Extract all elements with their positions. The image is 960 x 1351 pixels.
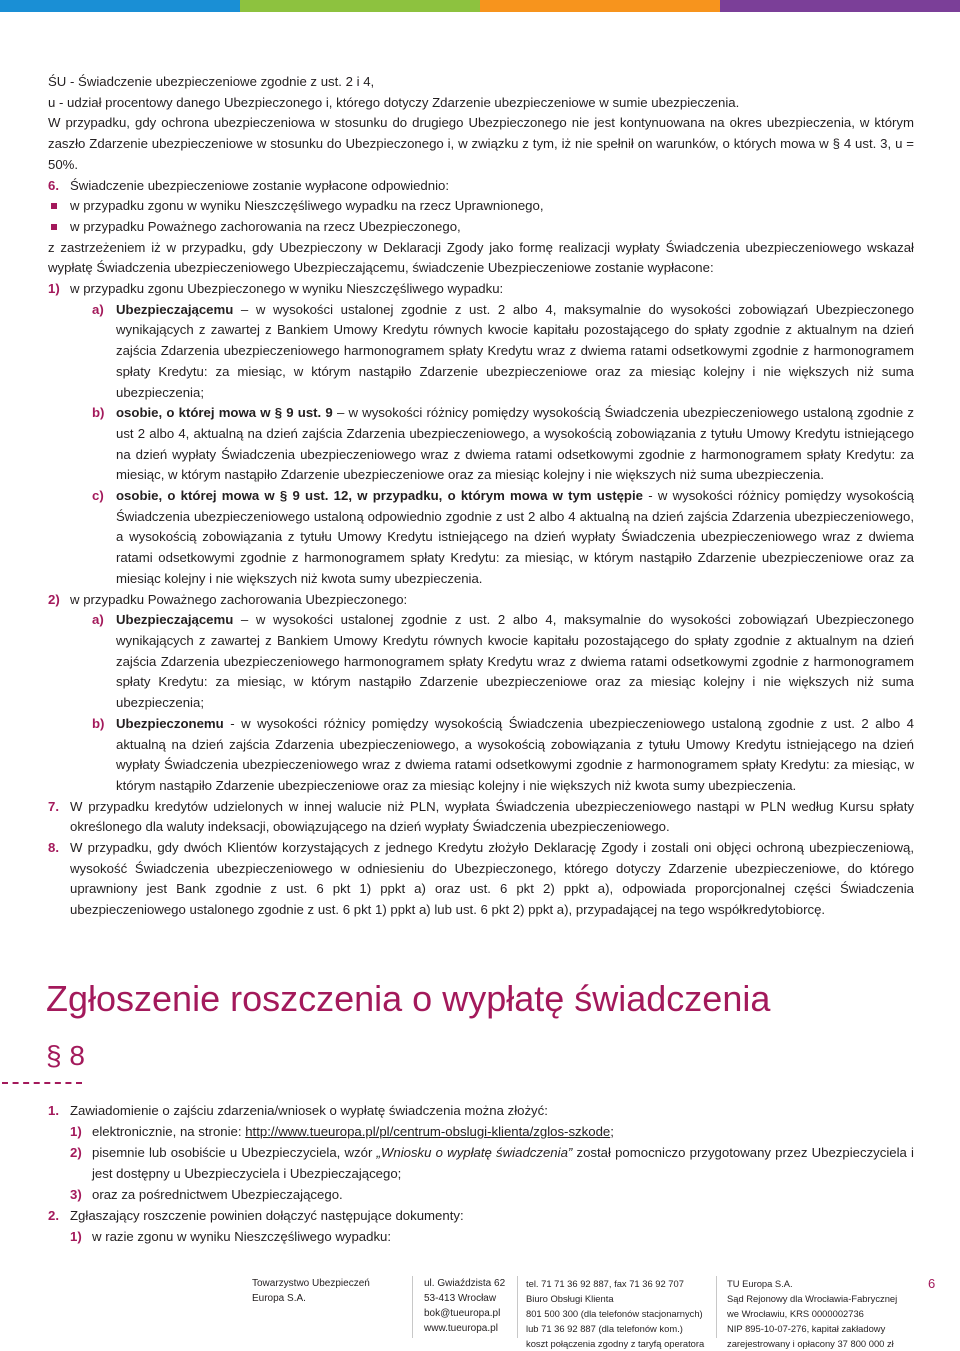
section-title: Zgłoszenie roszczenia o wypłatę świadczenia — [46, 978, 771, 1019]
footer-separator — [412, 1276, 413, 1338]
item-6-1-b: b) osobie, o której mowa w § 9 ust. 9 – w wysokości różnicy pomiędzy wysokością Świadczenia ubezpieczeniowego ustaloną zgodnie z ust 2 albo 4, aktualną na dzień zajścia Zdarzenia ubezpieczeniowego, a wysokością zobowiązania z tytułu Umowy Kredytu istniejącego na dzień wypłaty Świadczenia ubezpieczeniowego wraz z dwiema ratami odsetkowymi zgodnie z harmonogramem spłaty Kredytu: za miesiąc, w którym nastąpiło Zdarzenie ubezpieczeniowe oraz za miesiąc kolejny i nie większych niż suma ubezpieczenia. — [92, 405, 914, 483]
item-6-condition: z zastrzeżeniem iż w przypadku, gdy Ubezpieczony w Deklaracji Zgody jako formę realizacji wypłaty Świadczenia ubezpieczeniowego wskazał wypłatę Świadczenia ubezpieczeniowego Ubezpieczającemu, świadczenie Ubezpieczeniowe zostanie wypłacone: — [48, 239, 914, 276]
footer-company: Towarzystwo Ubezpieczeń Europa S.A. — [252, 1278, 370, 1304]
item-7: 7. W przypadku kredytów udzielonych w innej walucie niż PLN, wypłata Świadczenia ubezpieczeniowego nastąpi w PLN według Kursu spłaty określonego dla waluty indeksacji, obowiązującego na dzień wypłaty Świadczenia ubezpieczeniowego. — [48, 798, 914, 835]
color-bar-purple — [720, 0, 960, 12]
footer-address: ul. Gwiaździsta 62 53-413 Wrocław bok@tueuropa.pl www.tueuropa.pl — [424, 1278, 506, 1334]
claims-item-1-2: 2) pisemnie lub osobiście u Ubezpieczyciela, wzór „Wniosku o wypłatę świadczenia” został pomocniczo przygotowany przez Ubezpieczyciela i jest dostępny u Ubezpieczyciela i Ubezpieczającego; — [70, 1145, 914, 1181]
item-8: 8. W przypadku, gdy dwóch Klientów korzystających z jednego Kredytu złożyło Deklarację Zgody i zostali oni objęci ochroną ubezpieczeniową, wysokość Świadczenia ubezpieczeniowego w odniesieniu do Ubezpieczonego, którego dotyczy Zdarzenie ubezpieczeniowe, do którego uprawniony jest Bank zgodnie z ust. 6 pkt 1) ppkt a) oraz ust. 6 pkt 2) ppkt a), odpowiada proporcjonalnej części Świadczenia ubezpieczeniowego ustalonego zgodnie z ust. 6 pkt 1) ppkt a) lub ust. 6 pkt 2) ppkt a), przypadającej na tego współkredytobiorcę. — [48, 840, 914, 918]
claims-item-1-3: 3) oraz za pośrednictwem Ubezpieczającego. — [70, 1187, 343, 1202]
item-6-1-a: a) Ubezpieczającemu – w wysokości ustalonej zgodnie z ust. 2 albo 4, maksymalnie do wysokości zobowiązań Ubezpieczonego wynikających z zawartej z Bankiem Umowy Kredytu równych kwocie kapitału pozostającego do spłaty zgodnie z aktualnym na dzień zajścia Zdarzenia ubezpieczeniowego harmonogramem spłaty Kredytu wraz z dwiema ratami odsetkowymi zgodnie z harmonogramem spłaty Kredytu: za miesiąc, w którym nastąpiło Zdarzenie ubezpieczeniowe oraz za miesiąc kolejny i nie większych niż suma ubezpieczenia; — [92, 301, 914, 400]
paragraph-sign: § 8 — [46, 1040, 85, 1071]
page-number: 6 — [928, 1276, 936, 1291]
color-bar — [0, 0, 960, 12]
dashed-divider — [2, 1082, 82, 1084]
footer-contact: tel. 71 71 36 92 887, fax 71 36 92 707 Biuro Obsługi Klienta 801 500 300 (dla telefonów stacjonarnych) lub 71 36 92 887 (dla telefonów kom.) koszt połączenia zgodny z taryfą operatora — [526, 1278, 705, 1349]
bullet-item: w przypadku Poważnego zachorowania na rzecz Ubezpieczonego, — [48, 217, 914, 238]
item-6-1: 1) w przypadku zgonu Ubezpieczonego w wyniku Nieszczęśliwego wypadku: — [48, 281, 504, 297]
claims-item-1-1: 1) elektronicznie, na stronie: http://www.tueuropa.pl/pl/centrum-obslugi-klienta/zglos-szkode; — [70, 1124, 614, 1139]
item-6-2-b: b) Ubezpieczonemu - w wysokości różnicy pomiędzy wysokością Świadczenia ubezpieczeniowego ustaloną zgodnie z ust. 2 albo 4 aktualną na dzień zajścia Zdarzenia ubezpieczeniowego, a wysokością zobowiązania z tytułu Umowy Kredytu istniejącego na dzień wypłaty Świadczenia ubezpieczeniowego wraz z dwiema ratami odsetkowymi zgodnie z harmonogramem spłaty Kredytu: za miesiąc, w którym nastąpiło Zdarzenie ubezpieczeniowe oraz za miesiąc kolejny i nie większych niż kwota sumy ubezpieczenia. — [92, 715, 914, 793]
claims-item-2-1: 1) w razie zgonu w wyniku Nieszczęśliwego wypadku: — [70, 1229, 392, 1244]
main-text — [48, 72, 914, 921]
footer-separator — [517, 1276, 518, 1338]
footer-separator — [716, 1276, 717, 1338]
claims-item-2: 2. Zgłaszający roszczenie powinien dołączyć następujące dokumenty: — [48, 1208, 464, 1223]
item-6-2: 2) w przypadku Poważnego zachorowania Ubezpieczonego: — [48, 591, 408, 607]
claims-item-1: 1. Zawiadomienie o zajściu zdarzenia/wniosek o wypłatę świadczenia można złożyć: — [48, 1103, 548, 1118]
footer-registry: TU Europa S.A. Sąd Rejonowy dla Wrocławia-Fabrycznej we Wrocławiu, KRS 0000002736 NIP 895-10-07-276, kapitał zakładowy zarejestrowany i opłacony 37 800 000 zł — [727, 1278, 898, 1349]
claims-link[interactable]: http://www.tueuropa.pl/pl/centrum-obslugi-klienta/zglos-szkode — [245, 1124, 611, 1139]
item-6: 6. Świadczenie ubezpieczeniowe zostanie wypłacone odpowiednio: — [48, 177, 450, 193]
item-6-2-a: a) Ubezpieczającemu – w wysokości ustalonej zgodnie z ust. 2 albo 4, maksymalnie do wysokości zobowiązań Ubezpieczonego wynikających z zawartej z Bankiem Umowy Kredytu równych kwocie kapitału pozostającego do spłaty zgodnie z aktualnym na dzień zajścia Zdarzenia ubezpieczeniowego harmonogramem spłaty Kredytu wraz z dwiema ratami odsetkowymi zgodnie z harmonogramem spłaty Kredytu: za miesiąc, w którym nastąpiło Zdarzenie ubezpieczeniowe oraz za miesiąc kolejny i nie większych niż suma ubezpieczenia; — [92, 612, 914, 711]
formula-def-su: ŚU - Świadczenie ubezpieczeniowe zgodnie z ust. 2 i 4, — [48, 74, 375, 89]
claims-text — [48, 1100, 914, 1247]
paragraph-continuation: W przypadku, gdy ochrona ubezpieczeniowa w stosunku do drugiego Ubezpieczonego nie jest kontynuowana na okres ubezpieczenia, w którym zaszło Zdarzenie ubezpieczeniowe w stosunku do Ubezpieczonego i, w związku z tym, iż nie spełnił on warunków, o których mowa w § 4 ust. 3, u = 50%. — [48, 115, 914, 172]
bullet-item: w przypadku zgonu w wyniku Nieszczęśliwego wypadku na rzecz Uprawnionego, — [48, 196, 914, 217]
color-bar-green — [240, 0, 480, 12]
color-bar-blue — [0, 0, 240, 12]
item-6-1-c: c) osobie, o której mowa w § 9 ust. 12, w przypadku, o którym mowa w tym ustępie - w wysokości różnicy pomiędzy wysokością Świadczenia ubezpieczeniowego ustaloną odpowiednio zgodnie z ust 2 albo 4 aktualną na dzień zajścia Zdarzenia ubezpieczeniowego, a wysokością zobowiązania z tytułu Umowy Kredytu istniejącego na dzień wypłaty Świadczenia ubezpieczeniowego wraz z dwiema ratami odsetkowymi zgodnie z harmonogramem spłaty Kredytu: za miesiąc, w którym nastąpiło Zdarzenie ubezpieczeniowe oraz za miesiąc kolejny i nie większych niż kwota sumy ubezpieczenia. — [92, 488, 914, 586]
formula-def-u: u - udział procentowy danego Ubezpieczonego i, którego dotyczy Zdarzenie ubezpieczeniowe w sumie ubezpieczenia. — [48, 94, 740, 110]
color-bar-orange — [480, 0, 720, 12]
